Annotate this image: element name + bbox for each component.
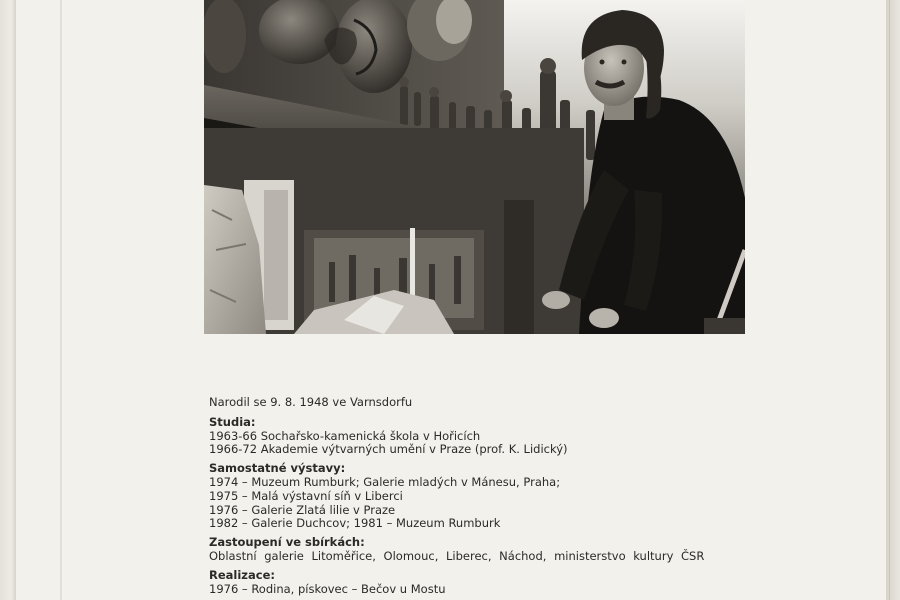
collections-section: [209, 536, 769, 564]
studies-line: 1966-72 Akademie výtvarných umění v Praze (prof. K. Lidický): [209, 442, 568, 457]
exhibitions-heading: Samostatné výstavy:: [209, 461, 346, 476]
artist-biography: [209, 396, 769, 600]
birth-info: Narodil se 9. 8. 1948 ve Varnsdorfu: [209, 395, 413, 409]
studies-section: [209, 416, 769, 457]
realizations-line: 1976 – Rodina, pískovec – Bečov u Mostu: [209, 581, 446, 596]
exhibitions-line: 1975 – Malá výstavní síň v Liberci: [209, 488, 403, 503]
exhibitions-line: 1976 – Galerie Zlatá lilie v Praze: [209, 502, 396, 517]
studies-line: 1963-66 Sochařsko-kamenická škola v Hořicích: [209, 428, 481, 443]
collections-line: Oblastní galerie Litoměřice, Olomouc, Liberec, Náchod, ministerstvo kultury ČSR: [209, 548, 705, 563]
realizations-section: [209, 569, 769, 597]
exhibitions-line: 1982 – Galerie Duchcov; 1981 – Muzeum Rumburk: [209, 516, 501, 531]
page-fold-line: [60, 0, 62, 600]
sculptor-workshop-photo: [204, 0, 745, 334]
studies-heading: Studia:: [209, 414, 256, 429]
exhibitions-line: 1974 – Muzeum Rumburk; Galerie mladých v Mánesu, Praha;: [209, 474, 561, 489]
page-left-edge: [0, 0, 16, 600]
exhibitions-section: [209, 462, 769, 531]
realizations-heading: Realizace:: [209, 567, 275, 582]
page-right-edge-line: [889, 0, 890, 600]
collections-heading: Zastoupení ve sbírkách:: [209, 535, 365, 550]
